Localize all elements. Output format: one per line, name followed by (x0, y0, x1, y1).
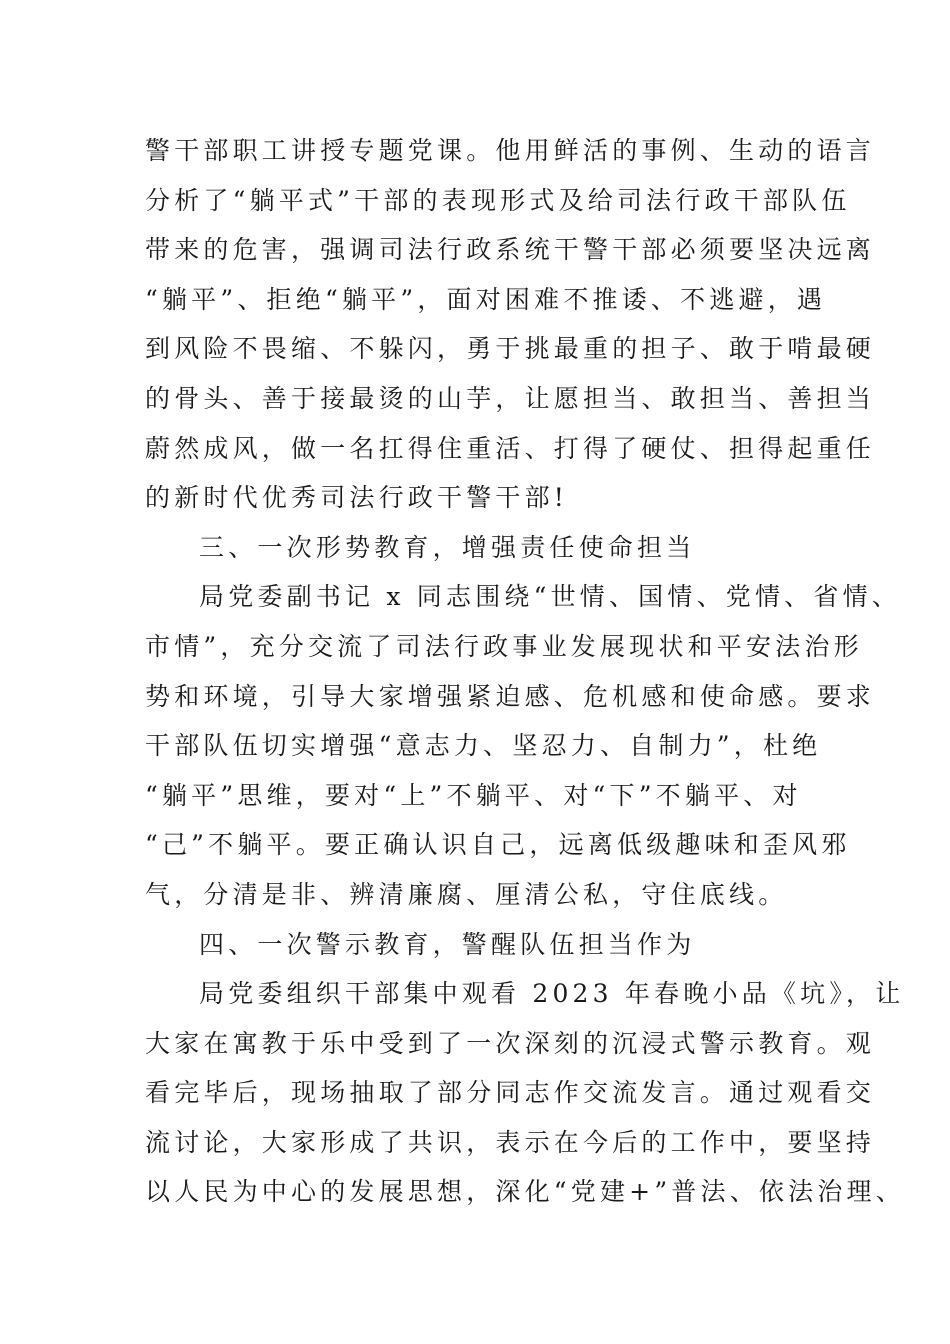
text-line: 势和环境，引导大家增强紧迫感、危机感和使命感。要求 (145, 681, 876, 711)
text-line: “己”不躺平。要正确认识自己，远离低级趣味和歪风邪 (145, 830, 851, 860)
paragraph-start: 局党委组织干部集中观看 2023 年春晚小品《坑》，让 (199, 979, 905, 1009)
text-line: 看完毕后，现场抽取了部分同志作交流发言。通过观看交 (145, 1078, 876, 1108)
text-line: 带来的危害，强调司法行政系统干警干部必须要坚决远离 (145, 235, 876, 265)
text-line: 警干部职工讲授专题党课。他用鲜活的事例、生动的语言 (145, 136, 876, 165)
section-heading: 四、一次警示教育，警醒队伍担当作为 (199, 929, 696, 959)
text-line: 市情”，充分交流了司法行政事业发展现状和平安法治形 (145, 631, 863, 661)
text-line: 的新时代优秀司法行政干警干部! (145, 483, 569, 513)
section-heading: 三、一次形势教育，增强责任使命担当 (199, 532, 696, 562)
text-line: 干部队伍切实增强“意志力、坚忍力、自制力”，杜绝 (145, 731, 822, 761)
text-line: 分析了“躺平式”干部的表现形式及给司法行政干部队伍 (145, 185, 851, 215)
body-text (145, 126, 905, 1217)
text-line: 的骨头、善于接最烫的山芋，让愿担当、敢担当、善担当 (145, 383, 876, 413)
text-line: 蔚然成风，做一名扛得住重活、打得了硬仗、担得起重任 (145, 433, 876, 463)
paragraph-start: 局党委副书记 x 同志围绕“世情、国情、党情、省情、 (199, 582, 901, 612)
text-line: “躺平”思维，要对“上”不躺平、对“下”不躺平、对 (145, 780, 802, 810)
text-line: 以人民为中心的发展思想，深化“党建+”普法、依法治理、 (145, 1177, 905, 1207)
text-line: 气，分清是非、辨清廉腐、厘清公私，守住底线。 (145, 879, 788, 909)
text-line: 流讨论，大家形成了共识，表示在今后的工作中，要坚持 (145, 1127, 876, 1157)
text-line: 到风险不畏缩、不躲闪，勇于挑最重的担子、敢于啃最硬 (145, 334, 876, 364)
text-line: “躺平”、拒绝“躺平”，面对困难不推诿、不逃避，遇 (145, 284, 827, 314)
text-line: 大家在寓教于乐中受到了一次深刻的沉浸式警示教育。观 (145, 1028, 876, 1058)
